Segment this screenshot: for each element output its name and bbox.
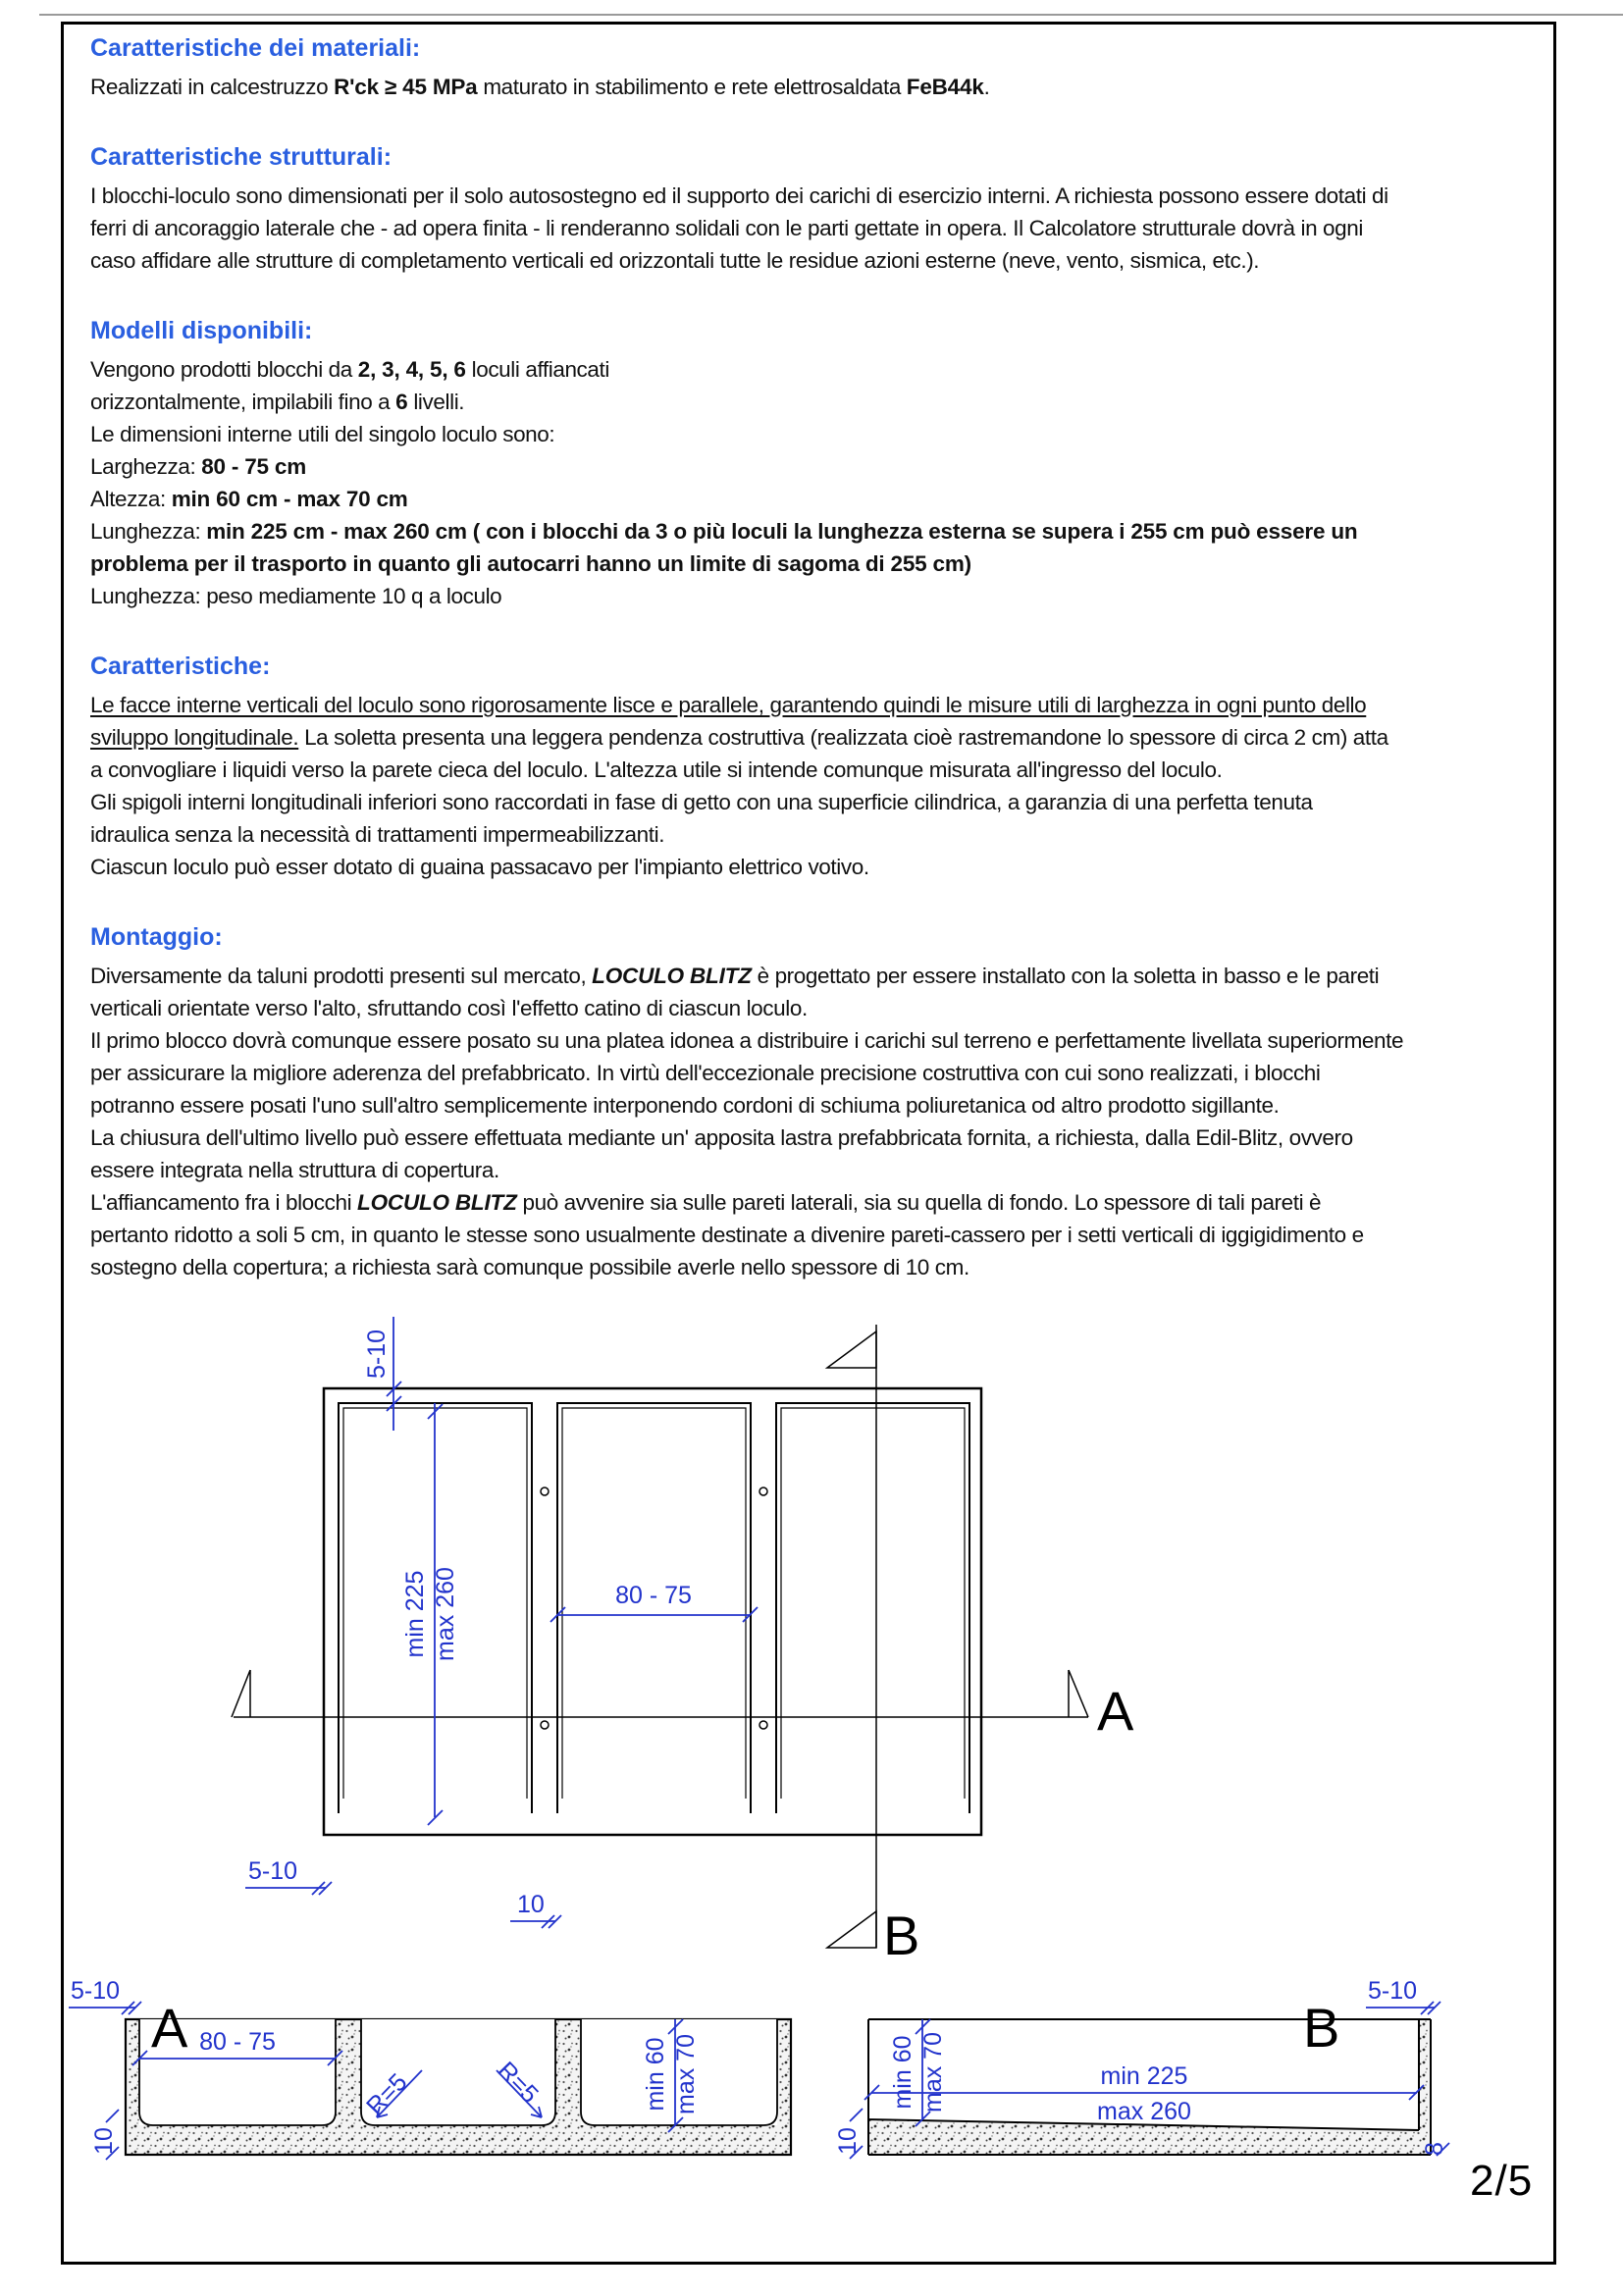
text-line: Altezza: min 60 cm - max 70 cm xyxy=(90,487,408,511)
text-line: Ciascun loculo può esser dotato di guaina passacavo per l'impianto elettrico votivo. xyxy=(90,855,869,879)
section-a-wall-dim: 5-10 xyxy=(71,1977,121,2005)
text-line: L'affiancamento fra i blocchi LOCULO BLITZ può avvenire sia sulle pareti laterali, sia su quella di fondo. Lo spessore di tali pareti è xyxy=(90,1190,1322,1215)
text-line: essere integrata nella struttura di copertura. xyxy=(90,1158,499,1182)
technical-drawing xyxy=(0,1276,1623,2296)
plan-side-wall-dim: 5-10 xyxy=(248,1857,298,1885)
text-line: Le facce interne verticali del loculo sono rigorosamente lisce e parallele, garantendo quindi le misure utili di larghezza in ogni punto dello xyxy=(90,693,1367,717)
section-heading: Caratteristiche dei materiali: xyxy=(90,34,421,62)
anchor-hole xyxy=(541,1487,549,1495)
text-line: sostegno della copertura; a richiesta sarà comunque possibile averle nello spessore di 10 cm. xyxy=(90,1255,969,1279)
text-line: sviluppo longitudinale. La soletta presenta una leggera pendenza costruttiva (realizzata cioè rastremandone lo spessore di circa 2 cm) atta xyxy=(90,725,1388,750)
text-line: potranno essere posati l'uno sull'altro semplicemente interponendo cordoni di schiuma poliuretanica od altro prodotto sigillante. xyxy=(90,1093,1280,1118)
page-number: 2/5 xyxy=(1470,2157,1534,2205)
plan-section-b-letter: B xyxy=(883,1905,920,1966)
text-line: La chiusura dell'ultimo livello può essere effettuata mediante un' apposita lastra prefabbricata fornita, a richiesta, dalla Edil-Blitz, ovvero xyxy=(90,1125,1353,1150)
section-caratteristiche xyxy=(90,652,1562,883)
section-flag-a-right xyxy=(1069,1670,1088,1717)
plan-top-wall-dim: 5-10 xyxy=(363,1329,391,1379)
section-strutturali xyxy=(90,142,1562,277)
product-name: LOCULO BLITZ xyxy=(357,1190,517,1215)
plan-mid-wall-dim: 10 xyxy=(517,1891,545,1918)
document-text xyxy=(90,33,1562,1323)
text-line: Il primo blocco dovrà comunque essere posato su una platea idonea a distribuire i carichi sul terreno e perfettamente livellata superiormente xyxy=(90,1028,1404,1053)
section-b-height-min-dim: min 60 xyxy=(889,2035,916,2110)
section-montaggio xyxy=(90,922,1562,1283)
text-line: per assicurare la migliore aderenza del prefabbricato. In virtù dell'eccezionale precisione costruttiva con cui sono realizzati, i blocchi xyxy=(90,1061,1321,1085)
section-b-length-min-dim: min 225 xyxy=(1100,2062,1188,2090)
section-modelli xyxy=(90,316,1562,612)
plan-section-a-letter: A xyxy=(1097,1680,1134,1742)
text-line: Gli spigoli interni longitudinali inferiori sono raccordati in fase di getto con una superficie cilindrica, a garanzia di una perfetta tenuta xyxy=(90,790,1313,814)
text-line: Larghezza: 80 - 75 cm xyxy=(90,454,307,479)
product-name: LOCULO BLITZ xyxy=(592,964,752,988)
section-b-letter: B xyxy=(1303,1997,1340,2059)
plan-length-max-dim: max 260 xyxy=(432,1567,459,1661)
section-a-height-min-dim: min 60 xyxy=(642,2037,669,2112)
section-heading: Caratteristiche: xyxy=(90,652,271,680)
text-line: Diversamente da taluni prodotti presenti sul mercato, LOCULO BLITZ è progettato per essere installato con la soletta in basso e le pareti xyxy=(90,964,1380,988)
section-b-slab-back-dim: 8 xyxy=(1421,2142,1448,2156)
scan-artifact-line xyxy=(39,14,1623,16)
anchor-hole xyxy=(759,1721,767,1729)
section-a-width-dim: 80 - 75 xyxy=(199,2028,276,2056)
section-materiali xyxy=(90,33,1562,103)
text-line: idraulica senza la necessità di trattamenti impermeabilizzanti. xyxy=(90,822,665,847)
section-b-length-max-dim: max 260 xyxy=(1097,2098,1191,2125)
section-flag-a-left xyxy=(232,1670,250,1717)
section-heading: Caratteristiche strutturali: xyxy=(90,143,393,171)
text-line: I blocchi-loculo sono dimensionati per il solo autosostegno ed il supporto dei carichi di esercizio interni. A richiesta possono essere dotati di xyxy=(90,183,1388,208)
plan-length-min-dim: min 225 xyxy=(401,1570,429,1658)
section-flag-b-bottom xyxy=(827,1911,876,1948)
text-line: Vengono prodotti blocchi da 2, 3, 4, 5, 6 loculi affiancati xyxy=(90,357,609,382)
section-a-height-max-dim: max 70 xyxy=(672,2034,700,2114)
section-a-slab-dim: 10 xyxy=(90,2127,118,2155)
text-line: Lunghezza: peso mediamente 10 q a loculo xyxy=(90,584,502,608)
text-line: orizzontalmente, impilabili fino a 6 livelli. xyxy=(90,390,465,414)
text-line: verticali orientate verso l'alto, sfruttando così l'effetto catino di ciascun loculo. xyxy=(90,996,808,1020)
section-heading: Modelli disponibili: xyxy=(90,317,313,344)
text-line: Le dimensioni interne utili del singolo loculo sono: xyxy=(90,422,555,446)
text-line: Lunghezza: min 225 cm - max 260 cm ( con i blocchi da 3 o più loculi la lunghezza esterna se supera i 255 cm può essere un xyxy=(90,519,1358,544)
section-flag-b-top xyxy=(827,1331,876,1368)
text-line: pertanto ridotto a soli 5 cm, in quanto le stesse sono usualmente destinate a divenire pareti-cassero per i setti verticali di iggigidimento e xyxy=(90,1223,1364,1247)
text-line: Realizzati in calcestruzzo R'ck ≥ 45 MPa maturato in stabilimento e rete elettrosaldata FeB44k. xyxy=(90,75,990,99)
text-line: a convogliare i liquidi verso la parete cieca del loculo. L'altezza utile si intende comunque misurata all'ingresso del loculo. xyxy=(90,757,1223,782)
anchor-hole xyxy=(759,1487,767,1495)
text-line: problema per il trasporto in quanto gli autocarri hanno un limite di sagoma di 255 cm) xyxy=(90,551,971,576)
plan-width-dim: 80 - 75 xyxy=(615,1582,692,1609)
text-line: caso affidare alle strutture di completamento verticali ed orizzontali tutte le residue azioni esterne (neve, vento, sismica, etc.). xyxy=(90,248,1260,273)
text-line: ferri di ancoraggio laterale che - ad opera finita - li renderanno solidali con le parti gettate in opera. Il Calcolatore strutturale dovrà in ogni xyxy=(90,216,1363,240)
section-heading: Montaggio: xyxy=(90,923,223,951)
section-a-radius-dim: R=5 xyxy=(361,2067,413,2120)
anchor-hole xyxy=(541,1721,549,1729)
section-a-letter: A xyxy=(151,1997,188,2059)
section-b-slab-front-dim: 10 xyxy=(834,2127,862,2155)
section-a-radius-dim: R=5 xyxy=(492,2056,544,2109)
concrete-slab xyxy=(126,2125,791,2155)
section-b-height-max-dim: max 70 xyxy=(919,2032,947,2113)
plan-view-drawing xyxy=(232,1325,1088,1948)
section-b-wall-dim: 5-10 xyxy=(1368,1977,1418,2005)
